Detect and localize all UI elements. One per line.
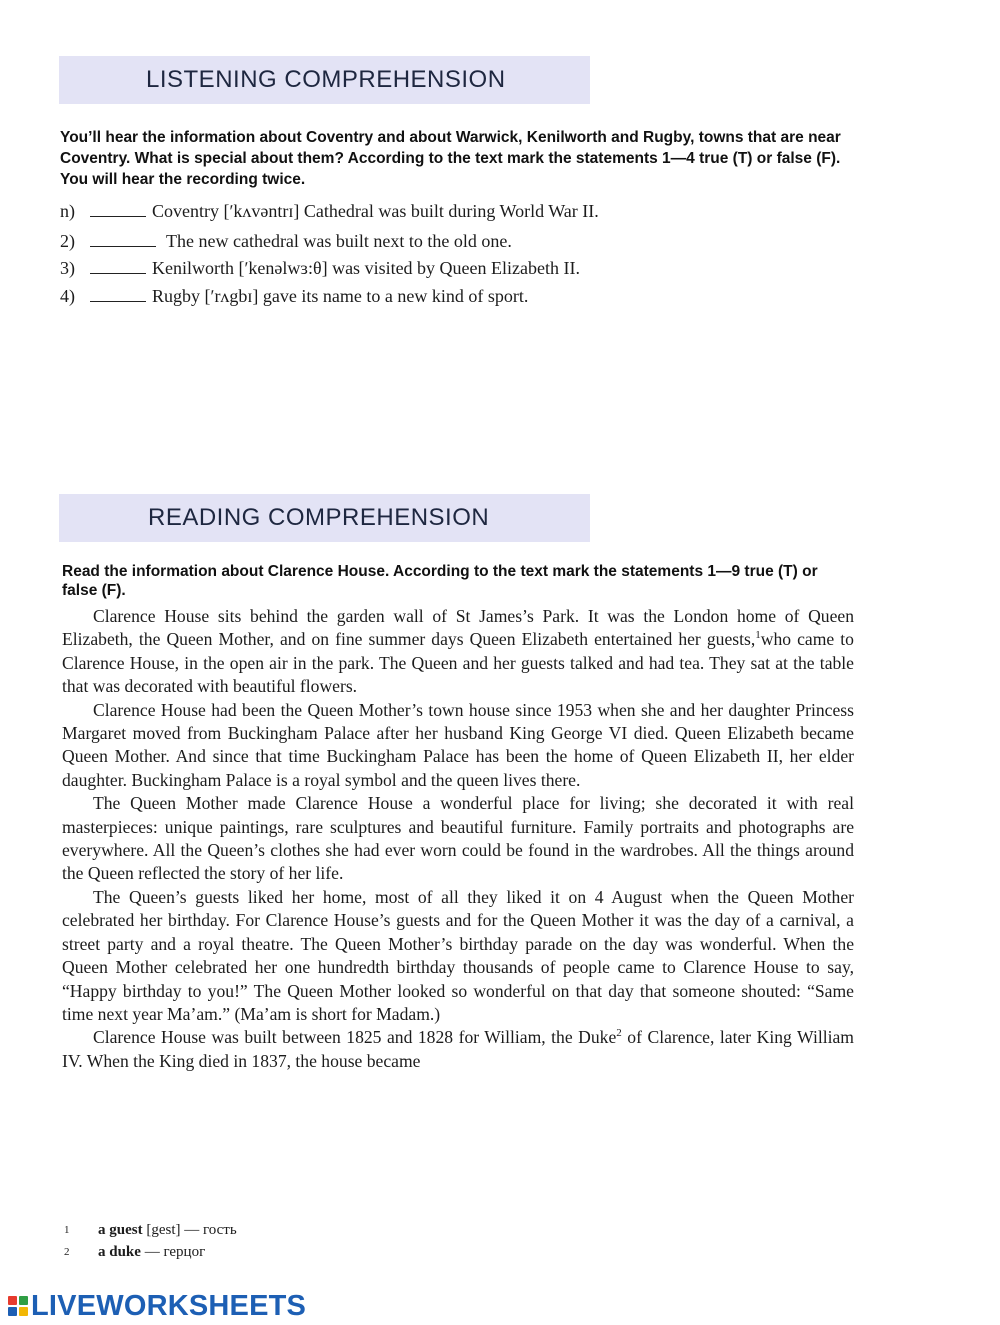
answer-blank-3[interactable] xyxy=(90,258,146,274)
paragraph-2: Clarence House had been the Queen Mother’s town house since 1953 when she and her daughter Princess Margaret moved from Buckingham Palace after her husband King George VI died. Queen Elizabeth became Queen Mother. And since that time Buckingham Palace has been the home of Queen Elizabeth II, her elder daughter. Buckingham Palace is a royal symbol and the queen lives there. xyxy=(62,699,854,790)
logo-square-icon xyxy=(19,1296,28,1305)
liveworksheets-logo[interactable] xyxy=(8,1289,306,1323)
statement-4 xyxy=(60,284,528,308)
statement-number: n) xyxy=(60,201,75,221)
logo-mark-icon xyxy=(8,1296,28,1316)
footnote-number: 1 xyxy=(64,1224,70,1236)
statement-text: Kenilworth [ʹkenəlwɜ:θ] was visited by Queen Elizabeth II. xyxy=(152,258,580,278)
paragraph-5-part-b: of Clarence, later King William IV. When the King died in 1837, the house became xyxy=(62,1027,854,1071)
paragraph-1-part-a: Clarence House sits behind the garden wall of St James’s Park. It was the London home of Queen Elizabeth, the Queen Mother, and on fine summer days Queen Elizabeth entertained her guests, xyxy=(62,606,854,650)
statement-text: The new cathedral was built next to the old one. xyxy=(166,231,512,251)
statement-text: Coventry [ʹkʌvəntrɪ] Cathedral was built during World War II. xyxy=(152,201,599,221)
statement-number: 2) xyxy=(60,231,75,251)
paragraph-1 xyxy=(62,605,854,699)
footnote-definition: — герцог xyxy=(140,1244,206,1260)
footnote-ref-2: 2 xyxy=(616,1027,622,1040)
statement-number: 3) xyxy=(60,258,75,278)
answer-blank-2[interactable] xyxy=(90,231,156,247)
reading-title: READING COMPREHENSION xyxy=(59,494,590,542)
paragraph-5 xyxy=(62,1026,854,1073)
footnote-definition: [gest] — гость xyxy=(142,1222,237,1238)
logo-square-icon xyxy=(19,1307,28,1316)
paragraph-3: The Queen Mother made Clarence House a wonderful place for living; she decorated it with real masterpieces: unique paintings, rare sculptures and beautiful furniture. Family portraits and photographs are everywhere. All the Queen’s clothes she had ever worn could be found in the wardrobes. All the things around the Queen reflected the story of her life. xyxy=(62,793,854,884)
logo-square-icon xyxy=(8,1296,17,1305)
footnote-2 xyxy=(64,1241,237,1263)
listening-instruction: You’ll hear the information about Coventry and about Warwick, Kenilworth and Rugby, towns that are near Coventry. What is special about them? According to the text mark the statements 1—4 true (T) or false (F). You will hear the recording twice. xyxy=(60,129,841,188)
paragraph-5-part-a: Clarence House was built between 1825 and 1828 for William, the Duke xyxy=(93,1027,617,1048)
paragraph-4: The Queen’s guests liked her home, most of all they liked it on 4 August when the Queen Mother celebrated her birthday. For Clarence House’s guests and for the Queen Mother it was the day of a carnival, a street party and a royal theatre. The Queen Mother’s birthday parade on the day was wonderful. When the Queen Mother celebrated her one hundredth birthday thousands of people came to Clarence House to say, “Happy birthday to you!” The Queen Mother looked so wonderful on that day that someone shouted: “Same time next year Ma’am.” (Ma’am is short for Madam.) xyxy=(62,886,854,1024)
statement-3 xyxy=(60,256,580,280)
reading-instruction: Read the information about Clarence House. According to the text mark the statements 1—9 true (T) or false (F). xyxy=(62,563,818,599)
footnote-term: a guest xyxy=(98,1222,143,1238)
footnote-number: 2 xyxy=(64,1246,70,1258)
paragraph-1-part-b: who came to Clarence House, in the open air in the park. The Queen and her guests talked and had tea. They sat at the table that was decorated with beautiful flowers. xyxy=(62,629,854,697)
statement-2 xyxy=(60,229,512,253)
answer-blank-4[interactable] xyxy=(90,286,146,302)
statement-text: Rugby [ʹrʌgbɪ] gave its name to a new kind of sport. xyxy=(152,286,529,306)
statement-number: 4) xyxy=(60,286,75,306)
footnote-ref-1: 1 xyxy=(755,629,761,642)
footnotes xyxy=(64,1219,237,1263)
footnote-1 xyxy=(64,1219,237,1241)
statement-1 xyxy=(60,199,599,223)
logo-square-icon xyxy=(8,1307,17,1316)
listening-title: LISTENING COMPREHENSION xyxy=(59,56,590,104)
reading-text xyxy=(62,605,854,1073)
answer-blank-1[interactable] xyxy=(90,201,146,217)
footnote-term: a duke xyxy=(98,1244,141,1260)
logo-text: LIVEWORKSHEETS xyxy=(31,1289,307,1322)
